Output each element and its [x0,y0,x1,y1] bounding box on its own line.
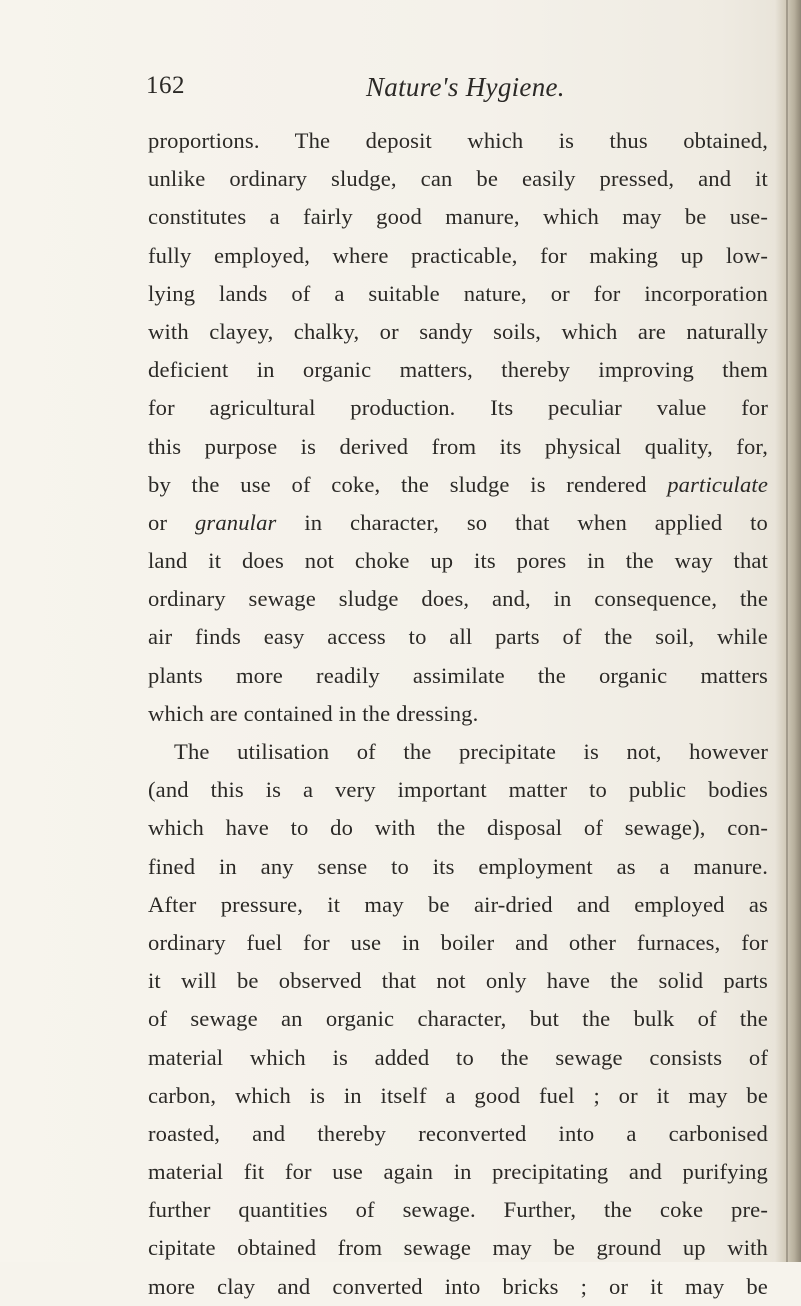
text-line: material which is added to the sewage consists of [148,1044,768,1070]
text-line: lying lands of a suitable nature, or for incorporation [148,280,768,306]
text-line: carbon, which is in itself a good fuel ; or it may be [148,1082,768,1108]
text-run: by the use of coke, the sludge is rendered [148,471,668,497]
text-line: After pressure, it may be air-dried and employed as [148,891,768,917]
text-line: more clay and converted into bricks ; or it may be [148,1273,768,1299]
page-number: 162 [146,72,185,99]
body-text [148,122,768,1306]
italic-term-granular: granular [194,509,277,535]
text-line: plants more readily assimilate the organic matters [148,662,768,688]
text-line: cipitate obtained from sewage may be ground up with [148,1235,768,1261]
text-line: unlike ordinary sludge, can be easily pressed, and it [148,166,768,192]
text-line: deficient in organic matters, thereby improving them [148,357,768,383]
text-line: it will be observed that not only have the solid parts [148,968,768,994]
text-line: further quantities of sewage. Further, the coke pre- [148,1197,768,1223]
text-line: with clayey, chalky, or sandy soils, which are naturally [148,318,768,344]
text-line: material fit for use again in precipitating and purifying [148,1159,768,1185]
text-line: fined in any sense to its employment as a manure. [148,853,768,879]
text-line: of sewage an organic character, but the bulk of the [148,1006,768,1032]
text-line [148,466,768,504]
text-line: (and this is a very important matter to public bodies [148,777,768,803]
text-line: The utilisation of the precipitate is not, however [174,739,768,764]
text-line: this purpose is derived from its physical quality, for, [148,433,768,459]
text-line: constitutes a fairly good manure, which may be use- [148,204,768,230]
text-line: fully employed, where practicable, for making up low- [148,242,768,268]
text-line: proportions. The deposit which is thus obtained, [148,128,768,153]
italic-term-particulate: particulate [667,471,768,497]
text-line: which are contained in the dressing. [148,700,479,726]
text-line: ordinary sewage sludge does, and, in consequence, the [148,586,768,612]
text-line: for agricultural production. Its peculiar value for [148,395,768,421]
page-header [146,72,786,112]
running-title: Nature's Hygiene. [366,72,565,102]
page-edge-shadow [775,0,801,1262]
text-line: land it does not choke up its pores in the way that [148,548,768,574]
text-line: which have to do with the disposal of sewage), con- [148,815,768,841]
text-line: air finds easy access to all parts of the soil, while [148,624,768,650]
text-run: or [148,509,195,535]
text-line: roasted, and thereby reconverted into a carbonised [148,1120,768,1146]
text-run: in character, so that when applied to [276,509,768,535]
page-edge-line [786,0,788,1262]
text-line [148,504,768,542]
text-line: ordinary fuel for use in boiler and other furnaces, for [148,929,768,955]
